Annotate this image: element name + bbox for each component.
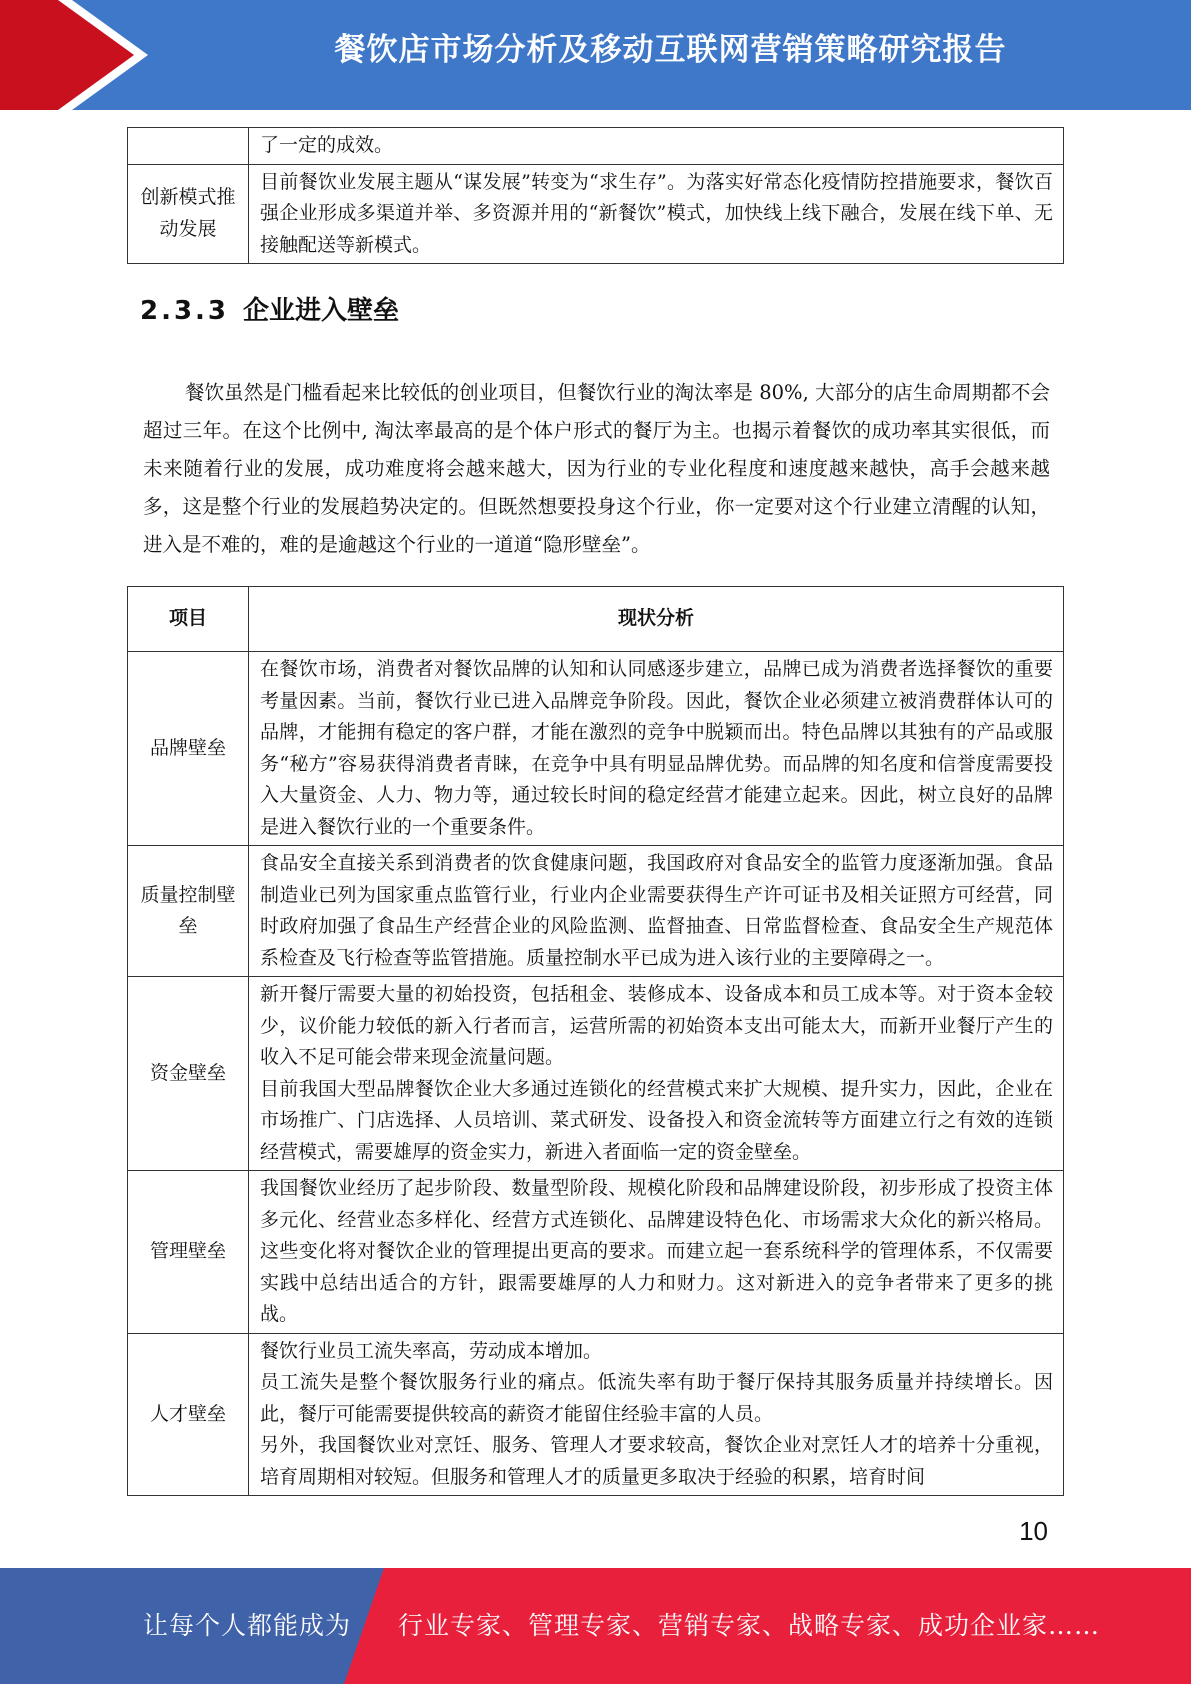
barrier-analysis [249, 1333, 1064, 1496]
barrier-analysis [249, 846, 1064, 977]
page-number: 10 [1019, 1516, 1048, 1546]
table-cell-text: 目前餐饮业发展主题从“谋发展”转变为“求生存”。为落实好常态化疫情防控措施要求，餐饮百强企业形成多渠道并举、多资源并用的“新餐饮”模式，加快线上线下融合，发展在线下单、无接触配送等新模式。 [249, 164, 1064, 264]
section-heading [140, 290, 399, 327]
analysis-paragraph: 员工流失是整个餐饮服务行业的痛点。低流失率有助于餐厅保持其服务质量并持续增长。因此，餐厅可能需要提供较高的薪资才能留住经验丰富的人员。 [260, 1371, 1053, 1425]
continuation-table [127, 127, 1064, 264]
analysis-paragraph: 我国餐饮业经历了起步阶段、数量型阶段、规模化阶段和品牌建设阶段，初步形成了投资主体多元化、经营业态多样化、经营方式连锁化、品牌建设特色化、市场需求大众化的新兴格局。这些变化将对餐饮企业的管理提出更高的要求。而建立起一套系统科学的管理体系，不仅需要实践中总结出适合的方针，跟需要雄厚的人力和财力。这对新进入的竞争者带来了更多的挑战。 [260, 1177, 1053, 1325]
analysis-paragraph: 在餐饮市场，消费者对餐饮品牌的认知和认同感逐步建立，品牌已成为消费者选择餐饮的重要考量因素。当前，餐饮行业已进入品牌竞争阶段。因此，餐饮企业必须建立被消费群体认可的品牌，才能拥有稳定的客户群，才能在激烈的竞争中脱颖而出。特色品牌以其独有的产品或服务“秘方”容易获得消费者青睐，在竞争中具有明显品牌优势。而品牌的知名度和信誉度需要投入大量资金、人力、物力等，通过较长时间的稳定经营才能建立起来。因此，树立良好的品牌是进入餐饮行业的一个重要条件。 [260, 658, 1053, 838]
table-row [128, 652, 1064, 846]
page-footer [0, 1568, 1191, 1684]
footer-slogan-right: 行业专家、管理专家、营销专家、战略专家、成功企业家…… [398, 1611, 1101, 1640]
footer-slogan-left: 让每个人都能成为 [143, 1611, 352, 1640]
barrier-name: 品牌壁垒 [128, 652, 249, 846]
table-row [128, 977, 1064, 1171]
barrier-name: 资金壁垒 [128, 977, 249, 1171]
analysis-paragraph: 新开餐厅需要大量的初始投资，包括租金、装修成本、设备成本和员工成本等。对于资本金较少，议价能力较低的新入行者而言，运营所需的初始资本支出可能太大，而新开业餐厅产生的收入不足可能会带来现金流量问题。 [260, 983, 1053, 1068]
column-header-item: 项目 [128, 587, 249, 652]
table-cell-item [128, 128, 249, 165]
barrier-analysis [249, 652, 1064, 846]
section-number: 2.3.3 [140, 296, 230, 326]
barrier-name: 人才壁垒 [128, 1333, 249, 1496]
barrier-table-container [127, 586, 1064, 1496]
barrier-analysis [249, 1171, 1064, 1334]
table-row [128, 128, 1064, 165]
top-table-container [127, 127, 1064, 264]
barrier-analysis [249, 977, 1064, 1171]
analysis-paragraph: 食品安全直接关系到消费者的饮食健康问题，我国政府对食品安全的监管力度逐渐加强。食品制造业已列为国家重点监管行业，行业内企业需要获得生产许可证书及相关证照方可经营，同时政府加强了食品生产经营企业的风险监测、监督抽查、日常监督检查、食品安全生产规范体系检查及飞行检查等监管措施。质量控制水平已成为进入该行业的主要障碍之一。 [260, 852, 1053, 969]
page-header [0, 0, 1191, 110]
section-title: 企业进入壁垒 [243, 296, 400, 326]
table-row [128, 164, 1064, 264]
report-title: 餐饮店市场分析及移动互联网营销策略研究报告 [334, 32, 1007, 68]
barrier-name: 管理壁垒 [128, 1171, 249, 1334]
table-cell-text: 了一定的成效。 [249, 128, 1064, 165]
table-cell-item: 创新模式推动发展 [128, 164, 249, 264]
table-row [128, 846, 1064, 977]
analysis-paragraph: 另外，我国餐饮业对烹饪、服务、管理人才要求较高，餐饮企业对烹饪人才的培养十分重视，培育周期相对较短。但服务和管理人才的质量更多取决于经验的积累，培育时间 [260, 1434, 1053, 1488]
table-row [128, 1171, 1064, 1334]
table-header-row [128, 587, 1064, 652]
barrier-table [127, 586, 1064, 1496]
column-header-analysis: 现状分析 [249, 587, 1064, 652]
analysis-paragraph: 目前我国大型品牌餐饮企业大多通过连锁化的经营模式来扩大规模、提升实力，因此，企业在市场推广、门店选择、人员培训、菜式研发、设备投入和资金流转等方面建立行之有效的连锁经营模式，需要雄厚的资金实力，新进入者面临一定的资金壁垒。 [260, 1077, 1053, 1163]
barrier-name: 质量控制壁垒 [128, 846, 249, 977]
body-paragraph: 餐饮虽然是门槛看起来比较低的创业项目，但餐饮行业的淘汰率是 80%, 大部分的店生命周期都不会超过三年。在这个比例中, 淘汰率最高的是个体户形式的餐厅为主。也揭示着餐饮的成功率其实很低，而未来随着行业的发展，成功难度将会越来越大，因为行业的专业化程度和速度越来越快，高手会越来越多，这是整个行业的发展趋势决定的。但既然想要投身这个行业，你一定要对这个行业建立清醒的认知，进入是不难的，难的是逾越这个行业的一道道“隐形壁垒”。 [143, 381, 1050, 556]
table-row [128, 1333, 1064, 1496]
analysis-paragraph: 餐饮行业员工流失率高，劳动成本增加。 [260, 1339, 603, 1362]
